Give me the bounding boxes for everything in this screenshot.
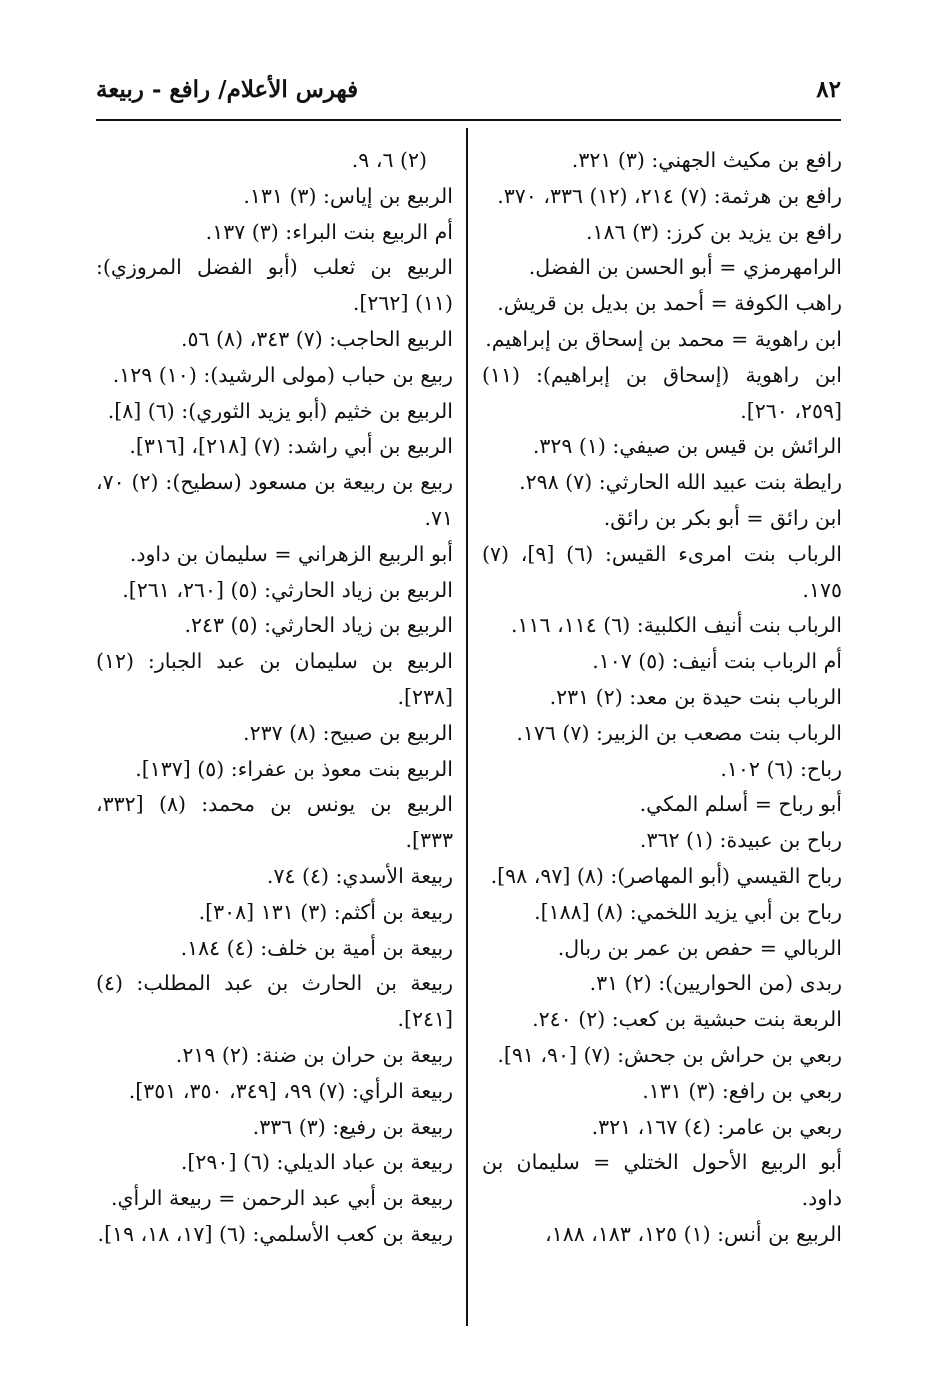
index-entry: ربيعة بن الحارث بن عبد المطلب: (٤) [٢٤١]. xyxy=(96,971,453,1032)
index-entry: الربيع بنت معوذ بن عفراء: (٥) [١٣٧]. xyxy=(135,756,453,781)
index-entry: ربيعة بن حران بن ضنة: (٢) ٢١٩. xyxy=(175,1042,453,1067)
index-entry: الرباب بنت حيدة بن معد: (٢) ٢٣١. xyxy=(549,684,842,709)
index-entry: ربيعة الرأي: (٧) ٩٩، [٣٤٩، ٣٥٠، ٣٥١]. xyxy=(128,1078,453,1103)
index-entry: الربيع بن يونس بن محمد: (٨) [٣٣٢، ٣٣٣]. xyxy=(96,792,453,853)
index-entry: ربيعة بن أمية بن خلف: (٤) ١٨٤. xyxy=(180,935,453,960)
index-entry: الرباب بنت أنيف الكلبية: (٦) ١١٤، ١١٦. xyxy=(510,613,842,638)
index-entry: أم الربيع بنت البراء: (٣) ١٣٧. xyxy=(205,219,453,244)
index-entry: ربعي بن رافع: (٣) ١٣١. xyxy=(642,1078,842,1103)
index-entry: الرائش بن قيس بن صيفي: (١) ٣٢٩. xyxy=(532,434,842,459)
index-entry: الربيع بن ثعلب (أبو الفضل المروزي): (١١) [٢٦٢]. xyxy=(96,255,453,316)
index-entry: أبو رباح = أسلم المكي. xyxy=(639,792,842,817)
index-entry: رباح القيسي (أبو المهاصر): (٨) [٩٧، ٩٨]. xyxy=(490,863,842,888)
index-entry: الرباب بنت مصعب بن الزبير: (٧) ١٧٦. xyxy=(516,720,842,745)
index-entry: ربيعة الأسدي: (٤) ٧٤. xyxy=(266,863,453,888)
index-entry: رباح: (٦) ١٠٢. xyxy=(720,756,842,781)
index-entry: الربيع بن سليمان بن عبد الجبار: (١٢) [٢٣٨]. xyxy=(96,649,453,709)
index-entry: أبو الربيع الزهراني = سليمان بن داود. xyxy=(129,541,453,566)
left-column xyxy=(96,143,453,1253)
index-entry: ابن راهوية = محمد بن إسحاق بن إبراهيم. xyxy=(485,326,842,351)
index-entry: الربيع بن زياد الحارثي: (٥) [٢٦٠، ٢٦١]. xyxy=(122,577,453,602)
index-entry: ابن راهوية (إسحاق بن إبراهيم): (١١) [٢٥٩، ٢٦٠]. xyxy=(482,362,842,423)
index-entry: الربيع بن أبي راشد: (٧) [٢١٨]، [٣١٦]. xyxy=(129,434,453,459)
index-entry: ربيعة بن رفيع: (٣) ٣٣٦. xyxy=(252,1114,453,1139)
index-entry: الرباب بنت امرىء القيس: (٦) [٩]، (٧) ١٧٥. xyxy=(482,541,842,602)
index-entry: رباح بن عبيدة: (١) ٣٦٢. xyxy=(639,828,842,853)
index-entry: ربدى (من الحواريين): (٢) ٣١. xyxy=(589,971,842,996)
header-rule xyxy=(96,119,841,121)
running-title: فهرس الأعلام/ رافع - ربيعة xyxy=(96,76,359,103)
index-entry: الربيع بن إياس: (٣) ١٣١. xyxy=(243,183,453,208)
index-entry: ربعي بن حراش بن جحش: (٧) [٩٠، ٩١]. xyxy=(497,1042,842,1067)
index-entry: رافع بن هرثمة: (٧) ٢١٤، (١٢) ٣٣٦، ٣٧٠. xyxy=(497,183,842,208)
index-entry: الرامهرمزي = أبو الحسن بن الفضل. xyxy=(528,255,842,280)
index-entry: ربيع بن ربيعة بن مسعود (سطيح): (٢) ٧٠، ٧١. xyxy=(96,470,453,530)
index-entry: الربيع بن صبيح: (٨) ٢٣٧. xyxy=(243,720,453,745)
index-entry: راهب الكوفة = أحمد بن بديل بن قريش. xyxy=(497,291,842,316)
page-header xyxy=(96,72,841,112)
right-column xyxy=(482,143,842,1253)
index-entry: ربيعة بن عباد الديلي: (٦) [٢٩٠]. xyxy=(180,1150,453,1175)
index-entry: الربالي = حفص بن عمر بن ربال. xyxy=(557,935,842,960)
index-entry: ربيعة بن أكثم: (٣) ١٣١ [٣٠٨]. xyxy=(198,899,453,924)
index-entry: ربعي بن عامر: (٤) ١٦٧، ٣٢١. xyxy=(591,1114,842,1139)
index-entry: أبو الربيع الأحول الختلي = سليمان بن داود. xyxy=(482,1150,842,1211)
index-entry: أم الرباب بنت أنيف: (٥) ١٠٧. xyxy=(592,649,842,674)
index-entry: الربيع بن أنس: (١) ١٢٥، ١٨٣، ١٨٨، xyxy=(545,1221,842,1246)
index-entry: ابن رائق = أبو بكر بن رائق. xyxy=(603,505,842,530)
index-entry: الربيع بن خثيم (أبو يزيد الثوري): (٦) [٨]. xyxy=(107,398,453,423)
index-entry-continuation: (٢) ٦، ٩. xyxy=(351,148,427,172)
index-entry: رايطة بنت عبيد الله الحارثي: (٧) ٢٩٨. xyxy=(519,470,842,495)
index-entry: رافع بن مكيث الجهني: (٣) ٣٢١. xyxy=(571,148,842,172)
page-number: ٨٢ xyxy=(816,76,841,103)
index-entry: ربيعة بن أبي عبد الرحمن = ربيعة الرأي. xyxy=(110,1186,453,1211)
index-entry: ربيع بن حباب (مولى الرشيد): (١٠) ١٢٩. xyxy=(112,362,453,387)
index-entry: رباح بن أبي يزيد اللخمي: (٨) [١٨٨]. xyxy=(534,899,842,924)
index-entry: الربيع بن زياد الحارثي: (٥) ٢٤٣. xyxy=(184,613,453,638)
index-entry: الربعة بنت حبشية بن كعب: (٢) ٢٤٠. xyxy=(532,1007,842,1032)
index-entry: ربيعة بن كعب الأسلمي: (٦) [١٧، ١٨، ١٩]. xyxy=(97,1221,453,1246)
column-divider xyxy=(466,128,468,1326)
index-entry: رافع بن يزيد بن كرز: (٣) ١٨٦. xyxy=(586,219,842,244)
index-entry: الربيع الحاجب: (٧) ٣٤٣، (٨) ٥٦. xyxy=(180,326,453,351)
